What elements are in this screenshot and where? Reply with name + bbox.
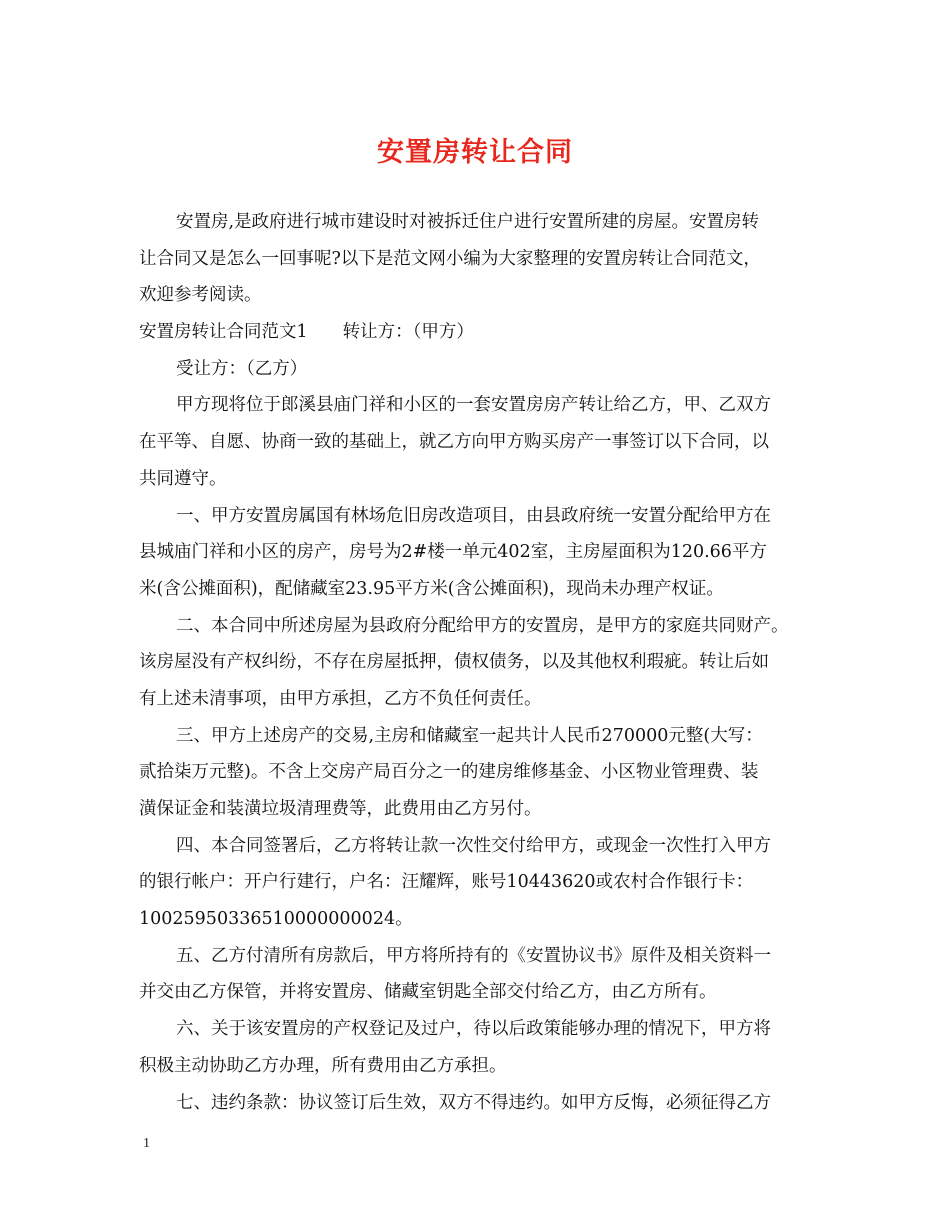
- text-line: 并交由乙方保管，并将安置房、储藏室钥匙全部交付给乙方，由乙方所有。: [139, 982, 717, 1003]
- text-line: 共同遵守。: [139, 468, 227, 489]
- text-line: 欢迎参考阅读。: [139, 285, 262, 306]
- text-line: 有上述未清事项，由甲方承担，乙方不负任何责任。: [139, 688, 542, 709]
- document-title: 安置房转让合同: [377, 137, 573, 168]
- text-line: 六、关于该安置房的产权登记及过户，待以后政策能够办理的情况下，甲方将: [176, 1019, 771, 1040]
- text-line: 五、乙方付清所有房款后，甲方将所持有的《安置协议书》原件及相关资料一: [176, 945, 771, 966]
- document-body: [139, 204, 819, 1121]
- text-line: 潢保证金和装潢垃圾清理费等，此费用由乙方另付。: [139, 799, 542, 819]
- text-line: 在平等、自愿、协商一致的基础上，就乙方向甲方购买房产一事签订以下合同，以: [139, 432, 769, 453]
- text-line: 四、本合同签署后，乙方将转让款一次性交付给甲方，或现金一次性打入甲方: [176, 835, 771, 856]
- text-line: 积极主动协助乙方办理，所有费用由乙方承担。: [139, 1055, 507, 1076]
- text-line: 10025950336510000000024。: [139, 909, 413, 930]
- text-line: 的银行帐户：开户行建行，户名：汪耀辉，账号10443620或农村合作银行卡：: [139, 872, 754, 893]
- text-line: 该房屋没有产权纠纷，不存在房屋抵押，债权债务，以及其他权利瑕疵。转让后如: [139, 652, 769, 673]
- text-line: 让合同又是怎么一回事呢?以下是范文网小编为大家整理的安置房转让合同范文，: [139, 248, 761, 269]
- text-line: 县城庙门祥和小区的房产，房号为2#楼一单元402室，主房屋面积为120.66平方: [139, 542, 767, 563]
- text-line: 三、甲方上述房产的交易,主房和储藏室一起共计人民币270000元整(大写：: [176, 725, 763, 746]
- text-line: 米(含公摊面积)，配储藏室23.95平方米(含公摊面积)，现尚未办理产权证。: [139, 578, 724, 599]
- text-line: 七、违约条款：协议签订后生效，双方不得违约。如甲方反悔，必须征得乙方: [176, 1092, 771, 1113]
- page-number: 1: [143, 1136, 150, 1151]
- text-line: 安置房转让合同范文1 转让方：（甲方）: [139, 322, 474, 343]
- text-line: 二、本合同中所述房屋为县政府分配给甲方的安置房，是甲方的家庭共同财产。: [176, 615, 789, 636]
- text-line: 贰拾柒万元整)。不含上交房产局百分之一的建房维修基金、小区物业管理费、装: [139, 762, 759, 783]
- text-line: 受让方：（乙方）: [176, 358, 308, 379]
- text-line: 安置房,是政府进行城市建设时对被拆迁住户进行安置所建的房屋。安置房转: [176, 212, 760, 232]
- text-line: 一、甲方安置房属国有林场危旧房改造项目，由县政府统一安置分配给甲方在: [176, 505, 771, 526]
- text-line: 甲方现将位于郎溪县庙门祥和小区的一套安置房房产转让给乙方，甲、乙双方: [176, 395, 771, 416]
